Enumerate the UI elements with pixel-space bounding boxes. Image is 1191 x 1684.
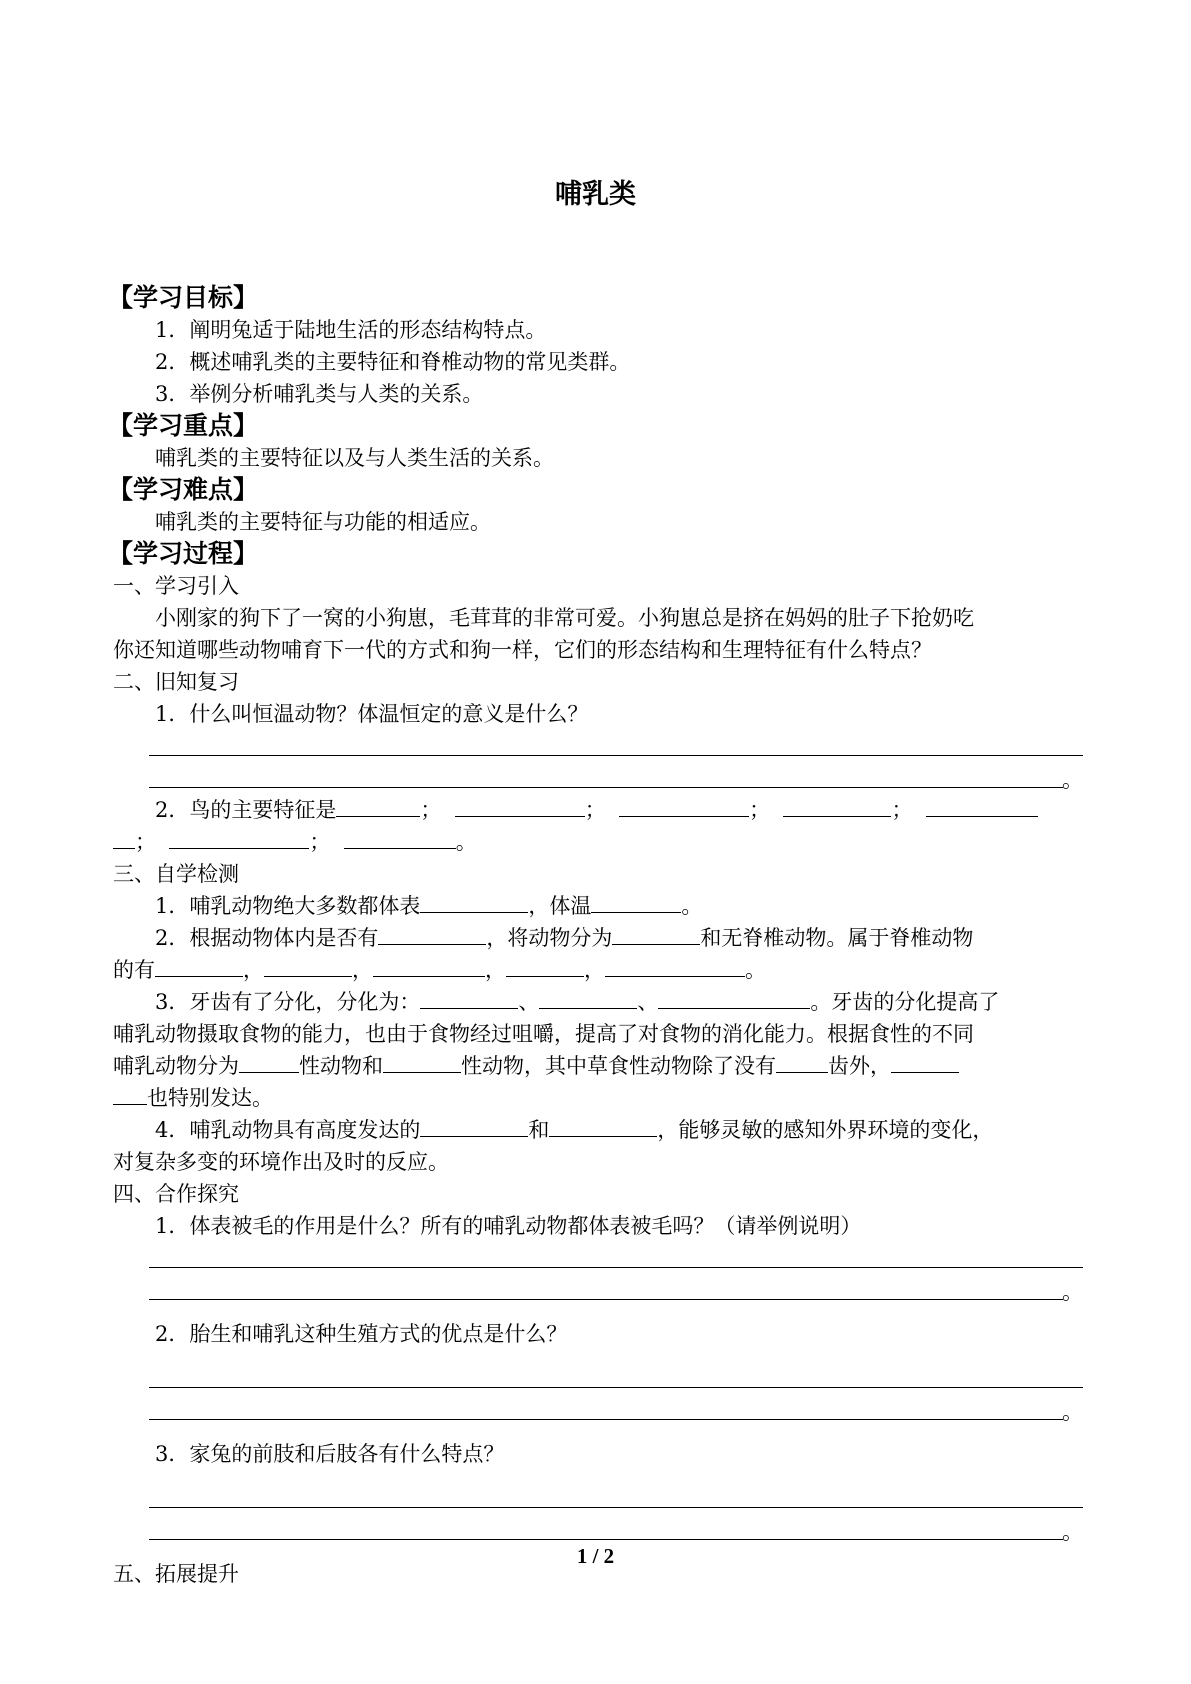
blank[interactable]	[891, 1052, 959, 1073]
blank[interactable]	[155, 956, 243, 977]
self-test-question-4: 4．哺乳动物具有高度发达的 和 ，能够灵敏的感知外界环境的变化，	[155, 1118, 994, 1142]
answer-line[interactable]	[113, 730, 1093, 762]
blank[interactable]	[113, 828, 135, 849]
difficulties-heading: 【学习难点】	[108, 475, 259, 504]
intro-text-line: 小刚家的狗下了一窝的小狗崽，毛茸茸的非常可爱。小狗崽总是挤在妈妈的肚子下抢奶吃	[155, 606, 974, 630]
answer-line[interactable]	[113, 1482, 1093, 1514]
blank[interactable]	[619, 796, 749, 817]
answer-line[interactable]	[113, 762, 1093, 794]
objective-item: 3．举例分析哺乳类与人类的关系。	[155, 382, 484, 406]
explore-question-2: 2．胎生和哺乳这种生殖方式的优点是什么？	[155, 1322, 568, 1346]
self-test-question-3-line: 也特别发达。	[113, 1082, 1093, 1114]
blank[interactable]	[169, 828, 309, 849]
self-test-question-3: 3．牙齿有了分化，分化为： 、 、 。牙齿的分化提高了	[155, 990, 1000, 1014]
objectives-heading: 【学习目标】	[108, 283, 259, 312]
intro-heading: 一、学习引入	[113, 574, 239, 598]
key-points-heading: 【学习重点】	[108, 411, 259, 440]
self-test-question-1: 1．哺乳动物绝大多数都体表 ，体温 。	[155, 894, 703, 918]
blank[interactable]	[926, 796, 1038, 817]
explore-question-1: 1．体表被毛的作用是什么？所有的哺乳动物都体表被毛吗？（请举例说明）	[155, 1214, 862, 1238]
answer-line[interactable]	[113, 1362, 1093, 1394]
blank[interactable]	[591, 892, 681, 913]
blank[interactable]	[776, 1052, 828, 1073]
self-test-question-4-cont: 对复杂多变的环境作出及时的反应。	[113, 1150, 449, 1174]
self-test-question-2: 2．根据动物体内是否有 ，将动物分为 和无脊椎动物。属于脊椎动物	[155, 926, 974, 950]
self-test-question-3-line: 哺乳动物摄取食物的能力，也由于食物经过咀嚼，提高了对食物的消化能力。根据食性的不同	[113, 1022, 974, 1046]
blank[interactable]	[264, 956, 352, 977]
blank[interactable]	[420, 988, 518, 1009]
period: 。	[1062, 1520, 1083, 1544]
self-test-question-2-cont: 的有 ， ， ， ， 。	[113, 958, 766, 982]
blank[interactable]	[783, 796, 891, 817]
blank[interactable]	[506, 956, 584, 977]
blank[interactable]	[612, 924, 700, 945]
blank[interactable]	[113, 1084, 147, 1105]
objective-item: 1．阐明兔适于陆地生活的形态结构特点。	[155, 318, 547, 342]
blank[interactable]	[239, 1052, 299, 1073]
blank[interactable]	[549, 1116, 657, 1137]
difficulties-text: 哺乳类的主要特征与功能的相适应。	[155, 510, 491, 534]
period: 。	[1062, 1280, 1083, 1304]
answer-line[interactable]	[113, 1274, 1093, 1306]
blank[interactable]	[605, 956, 745, 977]
blank[interactable]	[336, 796, 420, 817]
blank[interactable]	[344, 828, 456, 849]
blank[interactable]	[373, 956, 485, 977]
period: 。	[1062, 1400, 1083, 1424]
explore-question-3: 3．家兔的前肢和后肢各有什么特点？	[155, 1442, 505, 1466]
intro-text-line: 你还知道哪些动物哺育下一代的方式和狗一样，它们的形态结构和生理特征有什么特点？	[113, 638, 932, 662]
key-points-text: 哺乳类的主要特征以及与人类生活的关系。	[155, 446, 554, 470]
review-question-2: 2．鸟的主要特征是 ； ； ； ；	[113, 794, 1093, 826]
blank[interactable]	[383, 1052, 461, 1073]
answer-line[interactable]	[113, 1514, 1093, 1546]
answer-line[interactable]	[113, 1242, 1093, 1274]
review-question-2-cont: ； ； 。	[113, 826, 1093, 858]
worksheet-content	[108, 282, 1093, 1590]
answer-line[interactable]	[113, 1394, 1093, 1426]
self-test-heading: 三、自学检测	[113, 862, 239, 886]
page-number: 1 / 2	[576, 1544, 615, 1568]
period: 。	[1062, 768, 1083, 792]
blank[interactable]	[539, 988, 637, 1009]
blank[interactable]	[378, 924, 486, 945]
process-heading: 【学习过程】	[108, 539, 259, 568]
blank[interactable]	[420, 1116, 528, 1137]
objective-item: 2．概述哺乳类的主要特征和脊椎动物的常见类群。	[155, 350, 631, 374]
extend-heading: 五、拓展提升	[113, 1562, 239, 1586]
page-title: 哺乳类	[555, 179, 636, 210]
self-test-question-3-line: 哺乳动物分为 性动物和 性动物，其中草食性动物除了没有 齿外，	[113, 1050, 1093, 1082]
review-heading: 二、旧知复习	[113, 670, 239, 694]
explore-heading: 四、合作探究	[113, 1182, 239, 1206]
blank[interactable]	[455, 796, 585, 817]
review-question-1: 1．什么叫恒温动物？体温恒定的意义是什么？	[155, 702, 589, 726]
blank[interactable]	[420, 892, 528, 913]
blank[interactable]	[658, 988, 810, 1009]
